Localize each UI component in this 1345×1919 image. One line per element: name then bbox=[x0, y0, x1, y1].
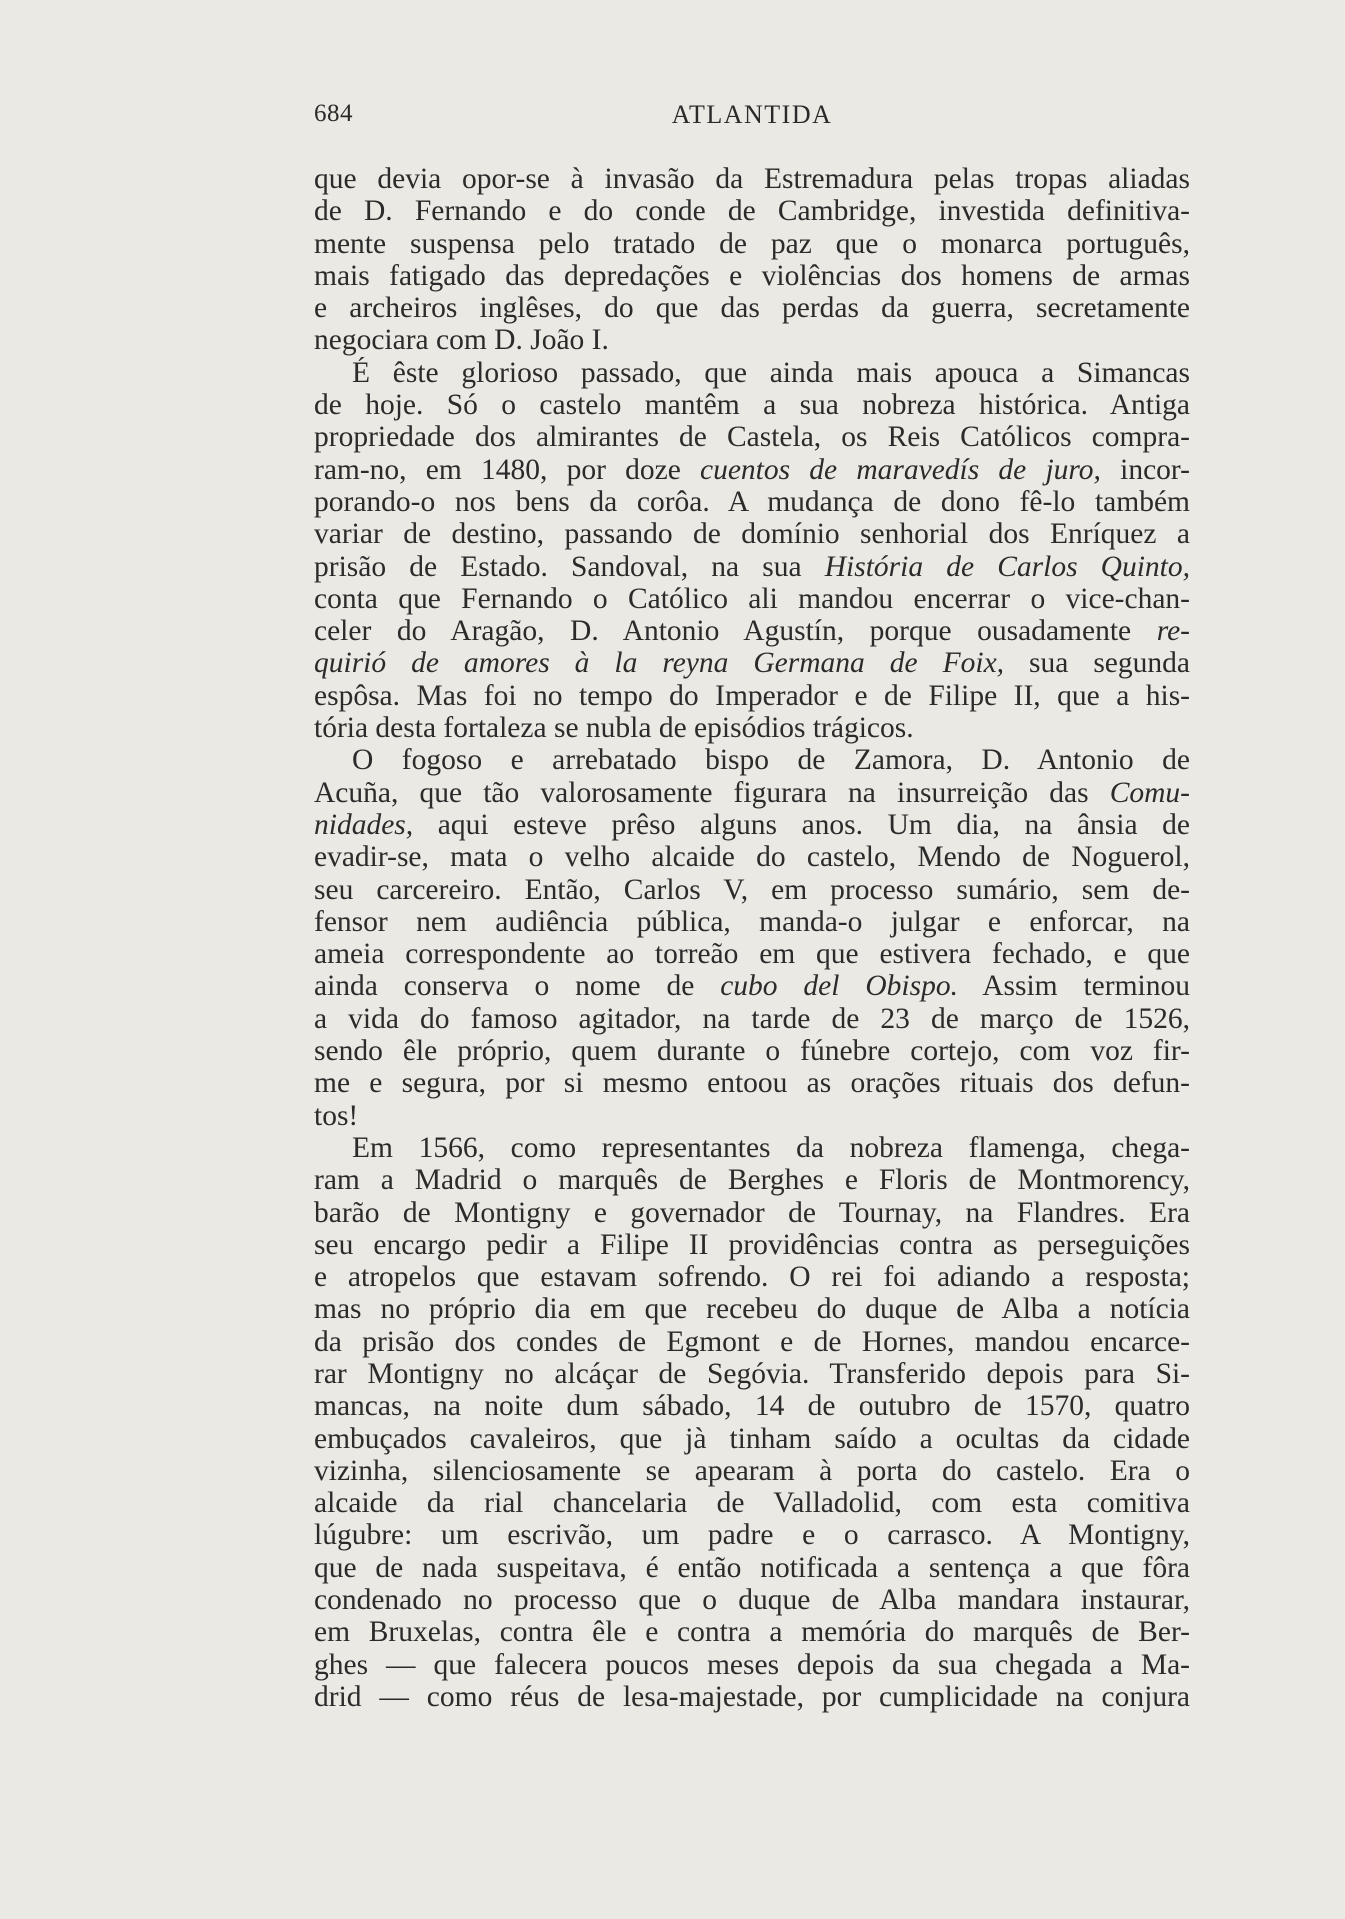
text-line bbox=[314, 680, 1190, 712]
text-line bbox=[314, 1584, 1190, 1616]
text-line bbox=[314, 712, 1190, 744]
text-run: me e segura, por si mesmo entoou as orações rituais dos defun- bbox=[314, 1067, 1190, 1100]
text-run: seu encargo pedir a Filipe II providências contra as perseguições bbox=[314, 1228, 1190, 1261]
text-run: e archeiros inglêses, do que das perdas da guerra, secretamente bbox=[314, 292, 1190, 325]
text-line bbox=[314, 324, 1190, 356]
text-line bbox=[314, 195, 1190, 227]
text-run: ameia correspondente ao torreão em que estivera fechado, e que bbox=[314, 938, 1190, 971]
text-line bbox=[314, 906, 1190, 938]
text-line bbox=[314, 292, 1190, 324]
text-run: vizinha, silenciosamente se apearam à porta do castelo. Era o bbox=[314, 1454, 1190, 1487]
text-line bbox=[314, 1197, 1190, 1229]
text-line bbox=[314, 1326, 1190, 1358]
text-line bbox=[314, 454, 1190, 486]
text-line bbox=[314, 1035, 1190, 1067]
text-run: evadir-se, mata o velho alcaide do castelo, Mendo de Noguerol, bbox=[314, 841, 1190, 874]
text-run: lúgubre: um escrivão, um padre e o carrasco. A Montigny, bbox=[314, 1519, 1190, 1552]
text-run: É êste glorioso passado, que ainda mais apouca a Simancas bbox=[352, 356, 1190, 389]
text-line bbox=[314, 874, 1190, 906]
text-line bbox=[314, 1358, 1190, 1390]
text-line bbox=[314, 1649, 1190, 1681]
text-run: ram a Madrid o marquês de Berghes e Floris de Montmorency, bbox=[314, 1164, 1190, 1197]
text-line bbox=[314, 1100, 1190, 1132]
text-line bbox=[314, 1293, 1190, 1325]
text-line bbox=[314, 809, 1190, 841]
text-run: drid — como réus de lesa-majestade, por cumplicidade na conjura bbox=[314, 1680, 1190, 1713]
text-line bbox=[314, 1067, 1190, 1099]
italic-text: Comu- bbox=[1109, 776, 1190, 809]
text-run: seu carcereiro. Então, Carlos V, em processo sumário, sem de- bbox=[314, 873, 1190, 906]
text-line bbox=[314, 260, 1190, 292]
text-run: tória desta fortaleza se nubla de episódios trágicos. bbox=[314, 712, 914, 745]
text-run: espôsa. Mas foi no tempo do Imperador e de Filipe II, que a his- bbox=[314, 679, 1190, 712]
text-run: de hoje. Só o castelo mantêm a sua nobreza histórica. Antiga bbox=[314, 389, 1190, 422]
text-run: que devia opor-se à invasão da Estremadura pelas tropas aliadas bbox=[314, 163, 1190, 195]
text-run: Acuña, que tão valorosamente figurara na insurreição das bbox=[314, 776, 1110, 809]
text-run: da prisão dos condes de Egmont e de Hornes, mandou encarce- bbox=[314, 1325, 1190, 1358]
text-run: mancas, na noite dum sábado, 14 de outubro de 1570, quatro bbox=[314, 1390, 1190, 1423]
italic-text: cuentos de maravedís de juro, bbox=[699, 453, 1101, 486]
text-run: ram-no, em 1480, por doze bbox=[314, 453, 700, 486]
text-line bbox=[314, 970, 1190, 1002]
text-line bbox=[314, 647, 1190, 679]
text-run: O fogoso e arrebatado bispo de Zamora, D. Antonio de bbox=[352, 744, 1190, 777]
text-run: alcaide da rial chancelaria de Valladolid, com esta comitiva bbox=[314, 1487, 1190, 1520]
text-line bbox=[314, 486, 1190, 518]
text-run: aqui esteve prêso alguns anos. Um dia, na ânsia de bbox=[413, 808, 1190, 841]
text-line bbox=[314, 615, 1190, 647]
text-line bbox=[314, 1616, 1190, 1648]
text-line bbox=[314, 228, 1190, 260]
text-run: sendo êle próprio, quem durante o fúnebre cortejo, com voz fir- bbox=[314, 1035, 1190, 1068]
text-run: celer do Aragão, D. Antonio Agustín, porque ousadamente bbox=[314, 615, 1157, 648]
text-run: mais fatigado das depredações e violências dos homens de armas bbox=[314, 259, 1190, 292]
text-line bbox=[314, 1132, 1190, 1164]
text-line bbox=[314, 421, 1190, 453]
text-line bbox=[314, 1423, 1190, 1455]
running-title: ATLANTIDA bbox=[671, 100, 833, 129]
italic-text: nidades, bbox=[314, 808, 414, 841]
text-line bbox=[314, 1487, 1190, 1519]
text-line bbox=[314, 744, 1190, 776]
italic-text: re- bbox=[1156, 615, 1190, 648]
text-run: rar Montigny no alcáçar de Segóvia. Transferido depois para Si- bbox=[314, 1357, 1190, 1390]
text-run: incor- bbox=[1100, 453, 1190, 486]
text-line bbox=[314, 1261, 1190, 1293]
text-line bbox=[314, 1003, 1190, 1035]
text-run: ainda conserva o nome de bbox=[314, 970, 721, 1003]
text-line bbox=[314, 841, 1190, 873]
text-run: embuçados cavaleiros, que jà tinham saído a ocultas da cidade bbox=[314, 1422, 1190, 1455]
text-run: em Bruxelas, contra êle e contra a memória do marquês de Ber- bbox=[314, 1616, 1190, 1649]
text-run: tos! bbox=[314, 1099, 359, 1132]
text-run: e atropelos que estavam sofrendo. O rei foi adiando a resposta; bbox=[314, 1261, 1190, 1294]
text-run: conta que Fernando o Católico ali mandou encerrar o vice-chan- bbox=[314, 582, 1190, 615]
body-text bbox=[314, 163, 1190, 1713]
text-run: mas no próprio dia em que recebeu do duque de Alba a notícia bbox=[314, 1293, 1190, 1326]
text-run: condenado no processo que o duque de Alba mandara instaurar, bbox=[314, 1584, 1190, 1617]
text-run: porando-o nos bens da corôa. A mudança de dono fê-lo também bbox=[314, 485, 1190, 518]
text-line bbox=[314, 1455, 1190, 1487]
text-run: Assim terminou bbox=[957, 970, 1190, 1003]
text-line bbox=[314, 1229, 1190, 1261]
text-line bbox=[314, 583, 1190, 615]
text-line bbox=[314, 1164, 1190, 1196]
text-run: ghes — que falecera poucos meses depois da sua chegada a Ma- bbox=[314, 1648, 1190, 1681]
text-line bbox=[314, 1681, 1190, 1713]
text-run: Em 1566, como representantes da nobreza flamenga, chega- bbox=[352, 1131, 1190, 1164]
text-line bbox=[314, 163, 1190, 195]
text-line bbox=[314, 1552, 1190, 1584]
text-line bbox=[314, 1390, 1190, 1422]
text-run: que de nada suspeitava, é então notificada a sentença a que fôra bbox=[314, 1551, 1190, 1584]
text-run: variar de destino, passando de domínio senhorial dos Enríquez a bbox=[314, 518, 1190, 551]
text-run: sua segunda bbox=[1004, 647, 1190, 680]
text-line bbox=[314, 777, 1190, 809]
text-run: de D. Fernando e do conde de Cambridge, investida definitiva- bbox=[314, 195, 1190, 228]
text-line bbox=[314, 551, 1190, 583]
text-run: negociara com D. João I. bbox=[314, 324, 609, 357]
text-run: barão de Montigny e governador de Tournay, na Flandres. Era bbox=[314, 1196, 1190, 1229]
text-run: propriedade dos almirantes de Castela, os Reis Católicos compra- bbox=[314, 421, 1190, 454]
text-run: prisão de Estado. Sandoval, na sua bbox=[314, 550, 825, 583]
italic-text: História de Carlos Quinto, bbox=[824, 550, 1190, 583]
italic-text: cubo del Obispo. bbox=[720, 970, 958, 1003]
text-run: a vida do famoso agitador, na tarde de 23 de março de 1526, bbox=[314, 1002, 1190, 1035]
text-run: fensor nem audiência pública, manda-o julgar e enforcar, na bbox=[314, 905, 1190, 938]
italic-text: quirió de amores à la reyna Germana de Foix, bbox=[314, 647, 1005, 680]
text-line bbox=[314, 357, 1190, 389]
text-line bbox=[314, 389, 1190, 421]
page-header bbox=[314, 100, 1190, 136]
text-run: mente suspensa pelo tratado de paz que o monarca português, bbox=[314, 227, 1190, 260]
text-line bbox=[314, 518, 1190, 550]
page-number: 684 bbox=[314, 100, 353, 127]
text-line bbox=[314, 938, 1190, 970]
text-line bbox=[314, 1519, 1190, 1551]
